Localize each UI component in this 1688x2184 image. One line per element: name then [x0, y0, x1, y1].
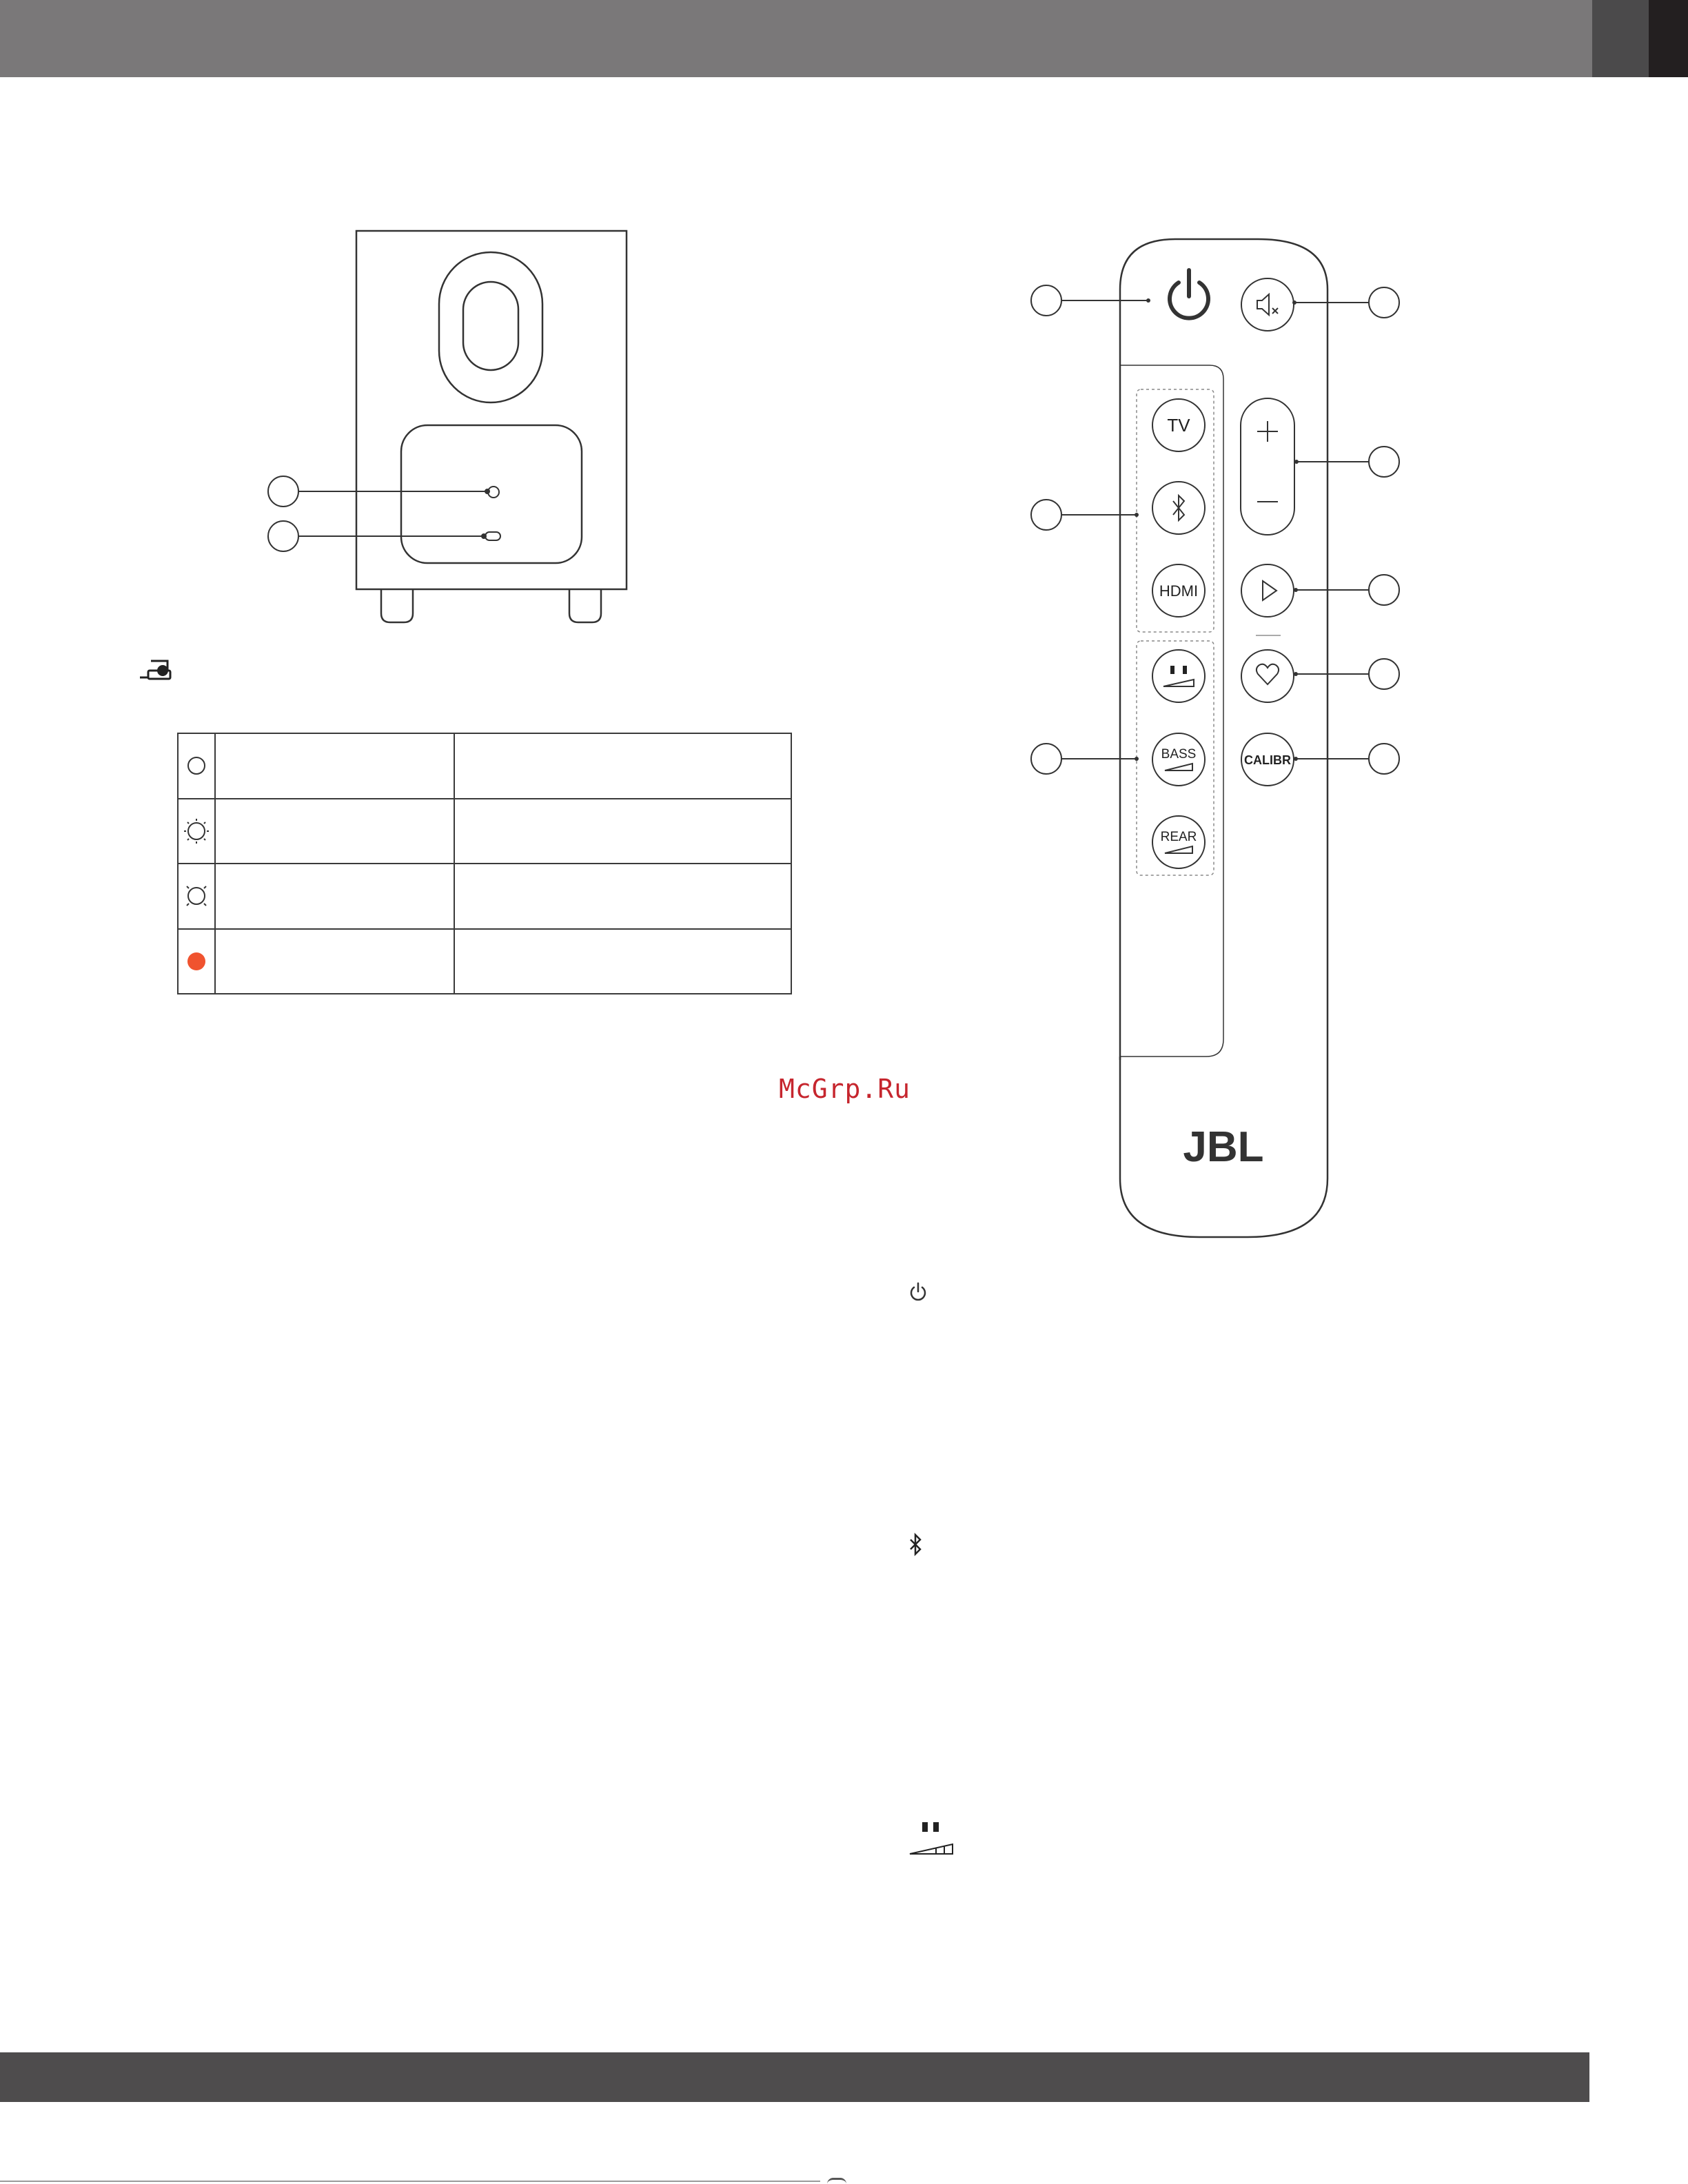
led-status-table — [177, 733, 792, 994]
calibr-button[interactable] — [1241, 733, 1294, 786]
hdmi-button-label: HDMI — [1159, 582, 1199, 600]
callout-play — [1369, 575, 1399, 605]
callout-circle-1 — [268, 476, 298, 507]
footer-bar — [0, 2052, 1589, 2102]
callout-calibr — [1369, 744, 1399, 774]
heart-icon — [1257, 664, 1279, 684]
power-icon — [907, 1280, 929, 1303]
callout-power — [1031, 285, 1061, 316]
subwoofer-port-outer — [439, 252, 542, 402]
tv-button[interactable] — [1152, 399, 1205, 451]
header-tab-dark — [1649, 0, 1688, 77]
footer-mark — [827, 2178, 846, 2184]
bluetooth-icon — [1173, 496, 1184, 520]
status-description — [454, 733, 791, 799]
callout-volume — [1369, 447, 1399, 477]
table-row — [178, 733, 791, 799]
callout-favorite — [1369, 659, 1399, 689]
status-description — [454, 929, 791, 994]
rear-button-label: REAR — [1160, 830, 1197, 844]
status-icon-cell — [178, 799, 215, 864]
callout-circle-2 — [268, 521, 298, 551]
callout-source — [1031, 500, 1061, 530]
press-hand-icon — [137, 655, 176, 683]
table-row — [178, 864, 791, 929]
mute-icon — [1257, 294, 1269, 315]
dolby-level-icon — [907, 1821, 955, 1857]
status-description — [454, 799, 791, 864]
dolby-level-button[interactable] — [1152, 650, 1205, 702]
bluetooth-icon — [907, 1533, 924, 1556]
status-mode — [215, 929, 454, 994]
status-icon-cell — [178, 929, 215, 994]
led-off-circle-icon — [186, 755, 207, 776]
play-icon — [1263, 581, 1277, 600]
status-mode — [215, 799, 454, 864]
subwoofer-illustration — [255, 224, 648, 631]
table-row — [178, 799, 791, 864]
header-tab — [1592, 0, 1649, 77]
power-button[interactable] — [1170, 270, 1208, 318]
subwoofer-foot-left — [381, 589, 413, 622]
tv-button-label: TV — [1167, 415, 1190, 436]
header-bar — [0, 0, 1592, 77]
status-mode — [215, 864, 454, 929]
play-button[interactable] — [1241, 564, 1294, 617]
status-icon-cell — [178, 733, 215, 799]
led-solid-orange-icon — [186, 951, 207, 972]
jbl-logo: JBL — [1183, 1123, 1264, 1171]
mute-button[interactable] — [1241, 278, 1294, 331]
status-description — [454, 864, 791, 929]
subwoofer-control-panel — [401, 425, 582, 563]
bass-button[interactable] — [1152, 733, 1205, 786]
volume-up-icon — [1257, 421, 1278, 442]
footer-rule — [0, 2181, 820, 2182]
table-row — [178, 929, 791, 994]
watermark: McGrp.Ru — [779, 1074, 911, 1104]
subwoofer-port-inner — [463, 282, 518, 370]
status-icon-cell — [178, 864, 215, 929]
led-blinking-slow-icon — [183, 882, 210, 910]
status-mode — [215, 733, 454, 799]
led-blinking-fast-icon — [183, 817, 210, 845]
rear-button[interactable] — [1152, 816, 1205, 868]
led-indicator-icon — [485, 532, 500, 540]
bass-button-label: BASS — [1161, 747, 1197, 762]
bluetooth-button[interactable] — [1152, 482, 1205, 534]
remote-illustration — [999, 227, 1496, 1247]
hdmi-button[interactable] — [1152, 564, 1205, 617]
volume-rocker[interactable] — [1241, 398, 1294, 535]
remote-inner-panel — [1120, 365, 1223, 1057]
favorite-button[interactable] — [1241, 650, 1294, 702]
callout-level — [1031, 744, 1061, 774]
calibr-button-label: CALIBR — [1244, 753, 1291, 767]
subwoofer-foot-right — [569, 589, 601, 622]
callout-mute — [1369, 287, 1399, 318]
